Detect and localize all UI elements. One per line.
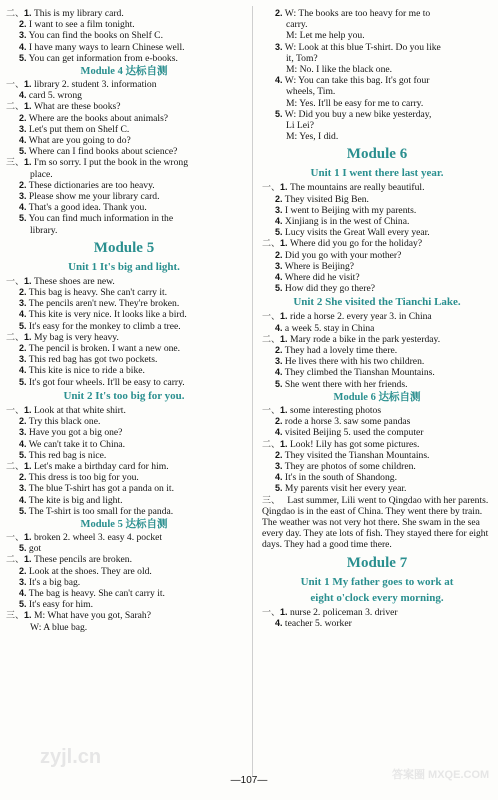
item-number: 4. (275, 472, 283, 483)
answer-line (6, 577, 242, 588)
answer-line (6, 588, 242, 599)
item-number: 3. (275, 41, 283, 52)
answer-text: W: You can take this bag. It's got four (284, 75, 430, 87)
answer-line (6, 19, 242, 30)
answer-line (262, 607, 492, 618)
answer-line (262, 238, 492, 249)
answer-line (6, 276, 242, 287)
answer-text: carry. (286, 19, 308, 31)
answer-text: rode a horse 3. saw some pandas (284, 416, 411, 428)
item-number: 1. (24, 157, 32, 168)
answer-line (6, 343, 242, 354)
item-number: 2. (275, 449, 283, 460)
answer-text: This kite is very nice. It looks like a bird. (28, 309, 187, 321)
answer-line (6, 622, 242, 633)
answer-line (6, 90, 242, 101)
answer-line (262, 8, 492, 19)
answer-text: This dress is too big for you. (28, 472, 139, 484)
left-column (6, 8, 242, 633)
answer-text: W: The books are too heavy for me to (284, 8, 431, 19)
item-number: 1. (280, 438, 288, 449)
section-marker: 三、 (262, 494, 281, 505)
answer-line (6, 30, 242, 41)
answer-text: got (28, 543, 42, 555)
module-heading: Module 7 (346, 554, 408, 571)
watermark-right: 答案圈 MXQE.COM (392, 769, 490, 781)
answer-text: a week 5. stay in China (284, 322, 375, 334)
item-number: 5. (19, 449, 27, 460)
item-number: 2. (19, 416, 27, 427)
item-number: 2. (19, 565, 27, 576)
answer-text: The pencils aren't new. They're broken. (28, 298, 180, 310)
answer-text: some interesting photos (289, 404, 382, 416)
answer-text: Where did you go for the holiday? (289, 238, 423, 250)
answer-line (262, 120, 492, 131)
item-number: 3. (19, 427, 27, 438)
answer-line (6, 309, 242, 320)
item-number: 1. (24, 554, 32, 565)
answer-text: Please show me your library card. (28, 191, 160, 203)
answer-text: The pencil is broken. I want a new one. (28, 343, 181, 355)
section-marker: 一、 (262, 606, 281, 617)
answer-line (6, 124, 242, 135)
answer-line (6, 8, 242, 19)
item-number: 1. (24, 275, 32, 286)
item-number: 3. (19, 30, 27, 41)
answer-text: These pencils are broken. (33, 554, 132, 566)
answer-text: It's easy for him. (28, 599, 93, 611)
item-number: 4. (19, 309, 27, 320)
item-number: 3. (275, 460, 283, 471)
section-marker: 二、 (262, 438, 281, 449)
answer-line (262, 216, 492, 227)
paragraph-text: Last summer, Lili went to Qingdao with her parents. Qingdao is in the east of China. They went there by train. The weather was not very hot there. She swam in the sea every day. They ate lots of fish. They stayed there for eight days. They had a good time there. (262, 494, 489, 551)
answer-line (6, 146, 242, 157)
item-number: 5. (19, 599, 27, 610)
answer-line (6, 225, 242, 236)
answer-text: Have you got a big one? (28, 427, 123, 439)
answer-line (6, 354, 242, 365)
item-number: 1. (24, 79, 32, 90)
answer-line (262, 182, 492, 193)
item-number: 4. (275, 427, 283, 438)
answer-line (262, 379, 492, 390)
section-marker: 一、 (6, 531, 25, 542)
answer-line (262, 450, 492, 461)
section-marker: 一、 (6, 79, 25, 90)
answer-line (262, 367, 492, 378)
item-number: 1. (24, 404, 32, 415)
column-divider (252, 6, 253, 776)
item-number: 3. (275, 356, 283, 367)
answer-line (6, 180, 242, 191)
answer-line (6, 472, 242, 483)
answer-text: broken 2. wheel 3. easy 4. pocket (33, 531, 163, 543)
answer-text: This red bag has got two pockets. (28, 354, 158, 366)
answer-text: They climbed the Tianshan Mountains. (284, 367, 435, 379)
answer-line (6, 405, 242, 416)
section-marker: 一、 (262, 311, 281, 322)
answer-text: It's got four wheels. It'll be easy to carry. (28, 376, 185, 388)
self-test-heading: Module 4 达标自测 (80, 66, 168, 78)
answer-line (6, 213, 242, 224)
answer-text: They had a lovely time there. (284, 345, 398, 357)
answer-text: They visited Big Ben. (284, 193, 369, 205)
item-number: 2. (275, 249, 283, 260)
item-number: 1. (24, 101, 32, 112)
item-number: 4. (19, 587, 27, 598)
answer-line (262, 261, 492, 272)
answer-line (6, 532, 242, 543)
item-number: 2. (19, 472, 27, 483)
section-marker: 二、 (262, 238, 281, 249)
answer-line (6, 332, 242, 343)
item-number: 1. (280, 311, 288, 322)
answer-text: wheels, Tim. (286, 86, 336, 98)
answer-text: library. (30, 224, 58, 236)
item-number: 2. (19, 287, 27, 298)
answer-text: What are these books? (33, 101, 121, 113)
item-number: 4. (275, 367, 283, 378)
answer-text: This red bag is nice. (28, 449, 107, 461)
answer-text: Where are the books about animals? (28, 112, 169, 124)
answer-line (262, 194, 492, 205)
answer-text: That's a good idea. Thank you. (28, 202, 147, 214)
answer-text: Let's put them on Shelf C. (28, 123, 130, 135)
answer-text: It's easy for the monkey to climb a tree. (28, 320, 181, 332)
answer-text: The mountains are really beautiful. (289, 182, 425, 194)
answer-line (6, 377, 242, 388)
section-marker: 二、 (6, 101, 25, 112)
answer-text: nurse 2. policeman 3. driver (289, 606, 398, 618)
section-marker: 二、 (6, 460, 25, 471)
answer-text: Xinjiang is in the west of China. (284, 216, 410, 228)
answer-line (262, 250, 492, 261)
right-column (262, 8, 492, 629)
item-number: 5. (275, 483, 283, 494)
item-number: 1. (280, 404, 288, 415)
item-number: 5. (19, 52, 27, 63)
answer-line (262, 227, 492, 238)
answer-line (6, 461, 242, 472)
item-number: 5. (275, 378, 283, 389)
unit-heading: Unit 1 I went there last year. (310, 167, 444, 180)
answer-text: This bag is heavy. She can't carry it. (28, 287, 168, 299)
item-number: 5. (19, 543, 27, 554)
answer-line (262, 416, 492, 427)
item-number: 4. (275, 322, 283, 333)
item-number: 1. (280, 182, 288, 193)
answer-line (262, 272, 492, 283)
answer-text: teacher 5. worker (284, 617, 352, 629)
item-number: 2. (275, 193, 283, 204)
answer-text: M: Yes. It'll be easy for me to carry. (286, 97, 424, 109)
item-number: 2. (275, 416, 283, 427)
item-number: 4. (19, 202, 27, 213)
item-number: 4. (19, 438, 27, 449)
answer-line (6, 53, 242, 64)
answer-line (262, 98, 492, 109)
item-number: 3. (275, 204, 283, 215)
section-marker: 二、 (6, 554, 25, 565)
answer-line (6, 202, 242, 213)
answer-line (6, 599, 242, 610)
item-number: 4. (19, 135, 27, 146)
answer-line (262, 42, 492, 53)
unit-heading: Unit 2 She visited the Tianchi Lake. (293, 296, 461, 309)
answer-text: Try this black one. (28, 416, 101, 428)
answer-line (6, 543, 242, 554)
item-number: 1. (280, 606, 288, 617)
answer-text: library 2. student 3. information (33, 79, 157, 91)
answer-text: The bag is heavy. She can't carry it. (28, 587, 165, 599)
answer-text: Let's make a birthday card for him. (33, 460, 169, 472)
answer-line (262, 439, 492, 450)
answer-text: Li Lei? (286, 120, 314, 132)
answer-text: He lives there with his two children. (284, 356, 425, 368)
item-number: 3. (19, 298, 27, 309)
item-number: 4. (275, 617, 283, 628)
answer-line (6, 495, 242, 506)
answer-text: I'm so sorry. I put the book in the wrong (33, 157, 188, 169)
module-heading: Module 6 (346, 146, 408, 163)
item-number: 3. (19, 191, 27, 202)
section-marker: 一、 (262, 182, 281, 193)
answer-text: I went to Beijing with my parents. (284, 204, 417, 216)
answer-text: W: Look at this blue T-shirt. Do you like (284, 41, 441, 53)
answer-line (262, 311, 492, 322)
answer-line (262, 205, 492, 216)
unit-heading: Unit 1 It's big and light. (68, 260, 180, 273)
item-number: 1. (24, 460, 32, 471)
answer-text: She went there with her friends. (284, 378, 408, 390)
answer-text: M: Yes, I did. (286, 131, 339, 143)
item-number: 5. (19, 213, 27, 224)
answer-text: M: No. I like the black one. (286, 64, 393, 76)
answer-line (262, 483, 492, 494)
item-number: 4. (275, 272, 283, 283)
item-number: 1. (24, 331, 32, 342)
item-number: 5. (275, 283, 283, 294)
item-number: 1. (280, 333, 288, 344)
answer-text: The T-shirt is too small for the panda. (28, 505, 174, 517)
item-number: 3. (19, 354, 27, 365)
item-number: 3. (19, 576, 27, 587)
answer-line (6, 169, 242, 180)
answer-line (6, 191, 242, 202)
self-test-heading: Module 5 达标自测 (80, 518, 168, 530)
item-number: 4. (19, 90, 27, 101)
section-marker: 二、 (262, 333, 281, 344)
answer-line (6, 416, 242, 427)
answer-line (6, 113, 242, 124)
answer-line (262, 53, 492, 64)
answer-text: Look! Lily has got some pictures. (289, 438, 420, 450)
answer-text: I have many ways to learn Chinese well. (28, 41, 185, 53)
answer-line (6, 450, 242, 461)
answer-text: ride a horse 2. every year 3. in China (289, 311, 432, 323)
answer-text: M: What have you got, Sarah? (33, 610, 151, 622)
answer-text: They visited the Tianshan Mountains. (284, 449, 430, 461)
answer-line (6, 365, 242, 376)
answer-line (262, 109, 492, 120)
answer-line (6, 554, 242, 565)
item-number: 2. (19, 19, 27, 30)
module-heading: Module 5 (93, 239, 155, 256)
answer-line (6, 506, 242, 517)
answer-text: The blue T-shirt has got a panda on it. (28, 483, 174, 495)
answer-text: I want to see a film tonight. (28, 19, 135, 31)
item-number: 2. (19, 112, 27, 123)
section-marker: 三、 (6, 610, 25, 621)
answer-line (6, 157, 242, 168)
answer-text: card 5. wrong (28, 90, 82, 102)
answer-line (262, 75, 492, 86)
section-marker: 三、 (6, 157, 25, 168)
answer-line (6, 321, 242, 332)
answer-text: What are you going to do? (28, 135, 131, 147)
answer-text: Look at the shoes. They are old. (28, 565, 152, 577)
answer-line (6, 566, 242, 577)
answer-text: Mary rode a bike in the park yesterday. (289, 333, 441, 345)
answer-text: Did you go with your mother? (284, 249, 402, 261)
item-number: 1. (24, 610, 32, 621)
watermark-left: zyjl.cn (40, 746, 102, 768)
item-number: 3. (275, 260, 283, 271)
answer-line (6, 101, 242, 112)
item-number: 4. (19, 365, 27, 376)
answer-text: We can't take it to China. (28, 438, 126, 450)
answer-text: W: A blue bag. (30, 621, 88, 633)
item-number: 5. (275, 227, 283, 238)
answer-line (6, 42, 242, 53)
answer-line (262, 30, 492, 41)
answer-text: M: Let me help you. (286, 30, 365, 42)
answer-line (6, 287, 242, 298)
item-number: 3. (19, 123, 27, 134)
answer-text: It's in the south of Shandong. (284, 472, 397, 484)
section-marker: 二、 (6, 331, 25, 342)
answer-text: These shoes are new. (33, 275, 115, 287)
answer-line (6, 135, 242, 146)
item-number: 4. (19, 41, 27, 52)
answer-line (262, 405, 492, 416)
answer-line (262, 345, 492, 356)
answer-line (262, 427, 492, 438)
answer-text: They are photos of some children. (284, 460, 416, 472)
answer-text: You can find the books on Shelf C. (28, 30, 163, 42)
answer-text: Look at that white shirt. (33, 404, 126, 416)
section-marker: 一、 (6, 275, 25, 286)
section-marker: 一、 (262, 404, 281, 415)
answer-text: My bag is very heavy. (33, 331, 119, 343)
answer-line (262, 131, 492, 142)
answer-line (6, 427, 242, 438)
answer-text: place. (30, 168, 53, 180)
self-test-heading: Module 6 达标自测 (333, 391, 421, 403)
answer-text: The kite is big and light. (28, 494, 123, 506)
answer-text: Where can I find books about science? (28, 146, 178, 158)
item-number: 5. (19, 505, 27, 516)
answer-line (262, 472, 492, 483)
answer-text: How did they go there? (284, 283, 375, 295)
answer-line (262, 86, 492, 97)
item-number: 5. (19, 376, 27, 387)
item-number: 5. (19, 146, 27, 157)
answer-line (262, 283, 492, 294)
answer-line (6, 483, 242, 494)
item-number: 2. (19, 179, 27, 190)
section-marker: 一、 (6, 404, 25, 415)
answer-line (262, 356, 492, 367)
answer-text: it, Tom? (286, 52, 318, 64)
answer-line (262, 618, 492, 629)
item-number: 1. (280, 238, 288, 249)
answer-text: It's a big bag. (28, 576, 81, 588)
answer-line (6, 298, 242, 309)
answer-paragraph (262, 495, 492, 551)
answer-line (262, 64, 492, 75)
answer-line (262, 19, 492, 30)
item-number: 1. (24, 531, 32, 542)
answer-line (262, 334, 492, 345)
item-number: 3. (19, 483, 27, 494)
answer-text: These dictionaries are too heavy. (28, 179, 155, 191)
unit-heading: eight o'clock every morning. (310, 591, 444, 604)
answer-text: You can find much information in the (28, 213, 174, 225)
answer-text: Where did he visit? (284, 272, 360, 284)
item-number: 2. (19, 343, 27, 354)
answer-line (6, 439, 242, 450)
section-marker: 二、 (6, 8, 25, 18)
item-number: 2. (275, 345, 283, 356)
answer-line (262, 461, 492, 472)
item-number: 1. (24, 8, 32, 18)
answer-text: visited Beijing 5. used the computer (284, 427, 424, 439)
item-number: 4. (275, 75, 283, 86)
unit-heading: Unit 1 My father goes to work at (300, 575, 454, 588)
answer-line (262, 323, 492, 334)
answer-line (6, 79, 242, 90)
answer-text: This is my library card. (33, 8, 124, 19)
unit-heading: Unit 2 It's too big for you. (63, 389, 185, 402)
item-number: 2. (275, 8, 283, 18)
answer-text: Lucy visits the Great Wall every year. (284, 227, 430, 239)
answer-text: W: Did you buy a new bike yesterday, (284, 108, 432, 120)
answer-line (6, 610, 242, 621)
page-number: —107— (230, 775, 268, 786)
answer-text: My parents visit her every year. (284, 483, 407, 495)
item-number: 4. (275, 216, 283, 227)
item-number: 5. (275, 108, 283, 119)
item-number: 4. (19, 494, 27, 505)
answer-text: Where is Beijing? (284, 260, 355, 272)
answer-text: This kite is nice to ride a bike. (28, 365, 145, 377)
answer-text: You can get information from e-books. (28, 52, 178, 64)
item-number: 5. (19, 320, 27, 331)
